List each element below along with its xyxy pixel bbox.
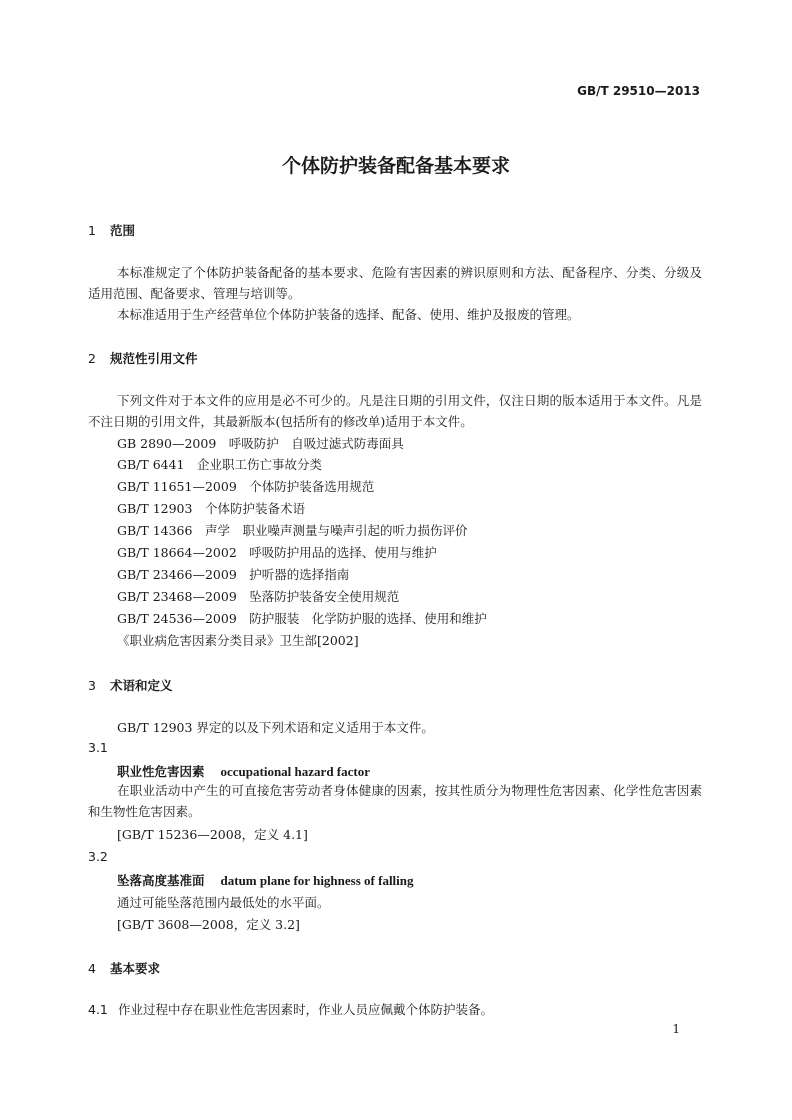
normative-intro: 下列文件对于本文件的应用是必不可少的。凡是注日期的引用文件，仅注日期的版本适用于本文件。凡是不注日期的引用文件，其最新版本(包括所有的修改单)适用于本文件。: [88, 393, 702, 429]
reference-item: 《职业病危害因素分类目录》卫生部[2002]: [117, 633, 359, 648]
reference-item: GB 2890—2009 呼吸防护 自吸过滤式防毒面具: [117, 436, 404, 451]
section-title: 规范性引用文件: [110, 351, 198, 366]
term-chinese: 职业性危害因素: [117, 764, 205, 779]
term-chinese: 坠落高度基准面: [117, 873, 205, 888]
reference-item: GB/T 18664—2002 呼吸防护用品的选择、使用与维护: [117, 545, 437, 560]
section-1-heading: [88, 221, 135, 239]
scope-paragraph-1: 本标准规定了个体防护装备配备的基本要求、危险有害因素的辨识原则和方法、配备程序、分类、分级及适用范围、配备要求、管理与培训等。: [88, 265, 702, 301]
reference-item: GB/T 11651—2009 个体防护装备选用规范: [117, 479, 375, 494]
section-title: 基本要求: [110, 961, 161, 976]
reference-item: GB/T 6441 企业职工伤亡事故分类: [117, 457, 323, 472]
clause-4-1: [88, 1000, 493, 1018]
section-2-heading: [88, 349, 198, 367]
term-definition: 在职业活动中产生的可直接危害劳动者身体健康的因素，按其性质分为物理性危害因素、化学性危害因素和生物性危害因素。: [88, 783, 702, 819]
page-number: 1: [672, 1022, 680, 1036]
section-number: 3: [88, 678, 96, 693]
term-source: [GB/T 3608—2008，定义 3.2]: [117, 917, 300, 932]
term-entry: [117, 762, 370, 780]
reference-item: GB/T 23468—2009 坠落防护装备安全使用规范: [117, 589, 400, 604]
term-number: 3.2: [88, 849, 108, 864]
section-number: 4: [88, 961, 96, 976]
term-english: occupational hazard factor: [220, 764, 370, 779]
clause-number: 4.1: [88, 1002, 108, 1017]
term-source: [GB/T 15236—2008，定义 4.1]: [117, 827, 308, 842]
standard-number: GB/T 29510—2013: [577, 84, 700, 98]
reference-item: GB/T 24536—2009 防护服装 化学防护服的选择、使用和维护: [117, 611, 487, 626]
section-number: 2: [88, 351, 96, 366]
term-entry: [117, 871, 414, 889]
section-3-heading: [88, 676, 173, 694]
reference-item: GB/T 14366 声学 职业噪声测量与噪声引起的听力损伤评价: [117, 523, 468, 538]
reference-item: GB/T 12903 个体防护装备术语: [117, 501, 305, 516]
section-title: 范围: [110, 223, 136, 238]
term-number: 3.1: [88, 740, 108, 755]
clause-text: 作业过程中存在职业性危害因素时，作业人员应佩戴个体防护装备。: [118, 1002, 494, 1017]
scope-paragraph-2: 本标准适用于生产经营单位个体防护装备的选择、配备、使用、维护及报废的管理。: [117, 307, 580, 322]
reference-item: GB/T 23466—2009 护听器的选择指南: [117, 567, 350, 582]
section-4-heading: [88, 959, 160, 977]
section-number: 1: [88, 223, 96, 238]
term-english: datum plane for highness of falling: [220, 873, 414, 888]
section-title: 术语和定义: [110, 678, 173, 693]
term-definition: 通过可能坠落范围内最低处的水平面。: [117, 895, 330, 910]
document-title: 个体防护装备配备基本要求: [281, 155, 510, 177]
terms-intro: GB/T 12903 界定的以及下列术语和定义适用于本文件。: [117, 720, 434, 735]
